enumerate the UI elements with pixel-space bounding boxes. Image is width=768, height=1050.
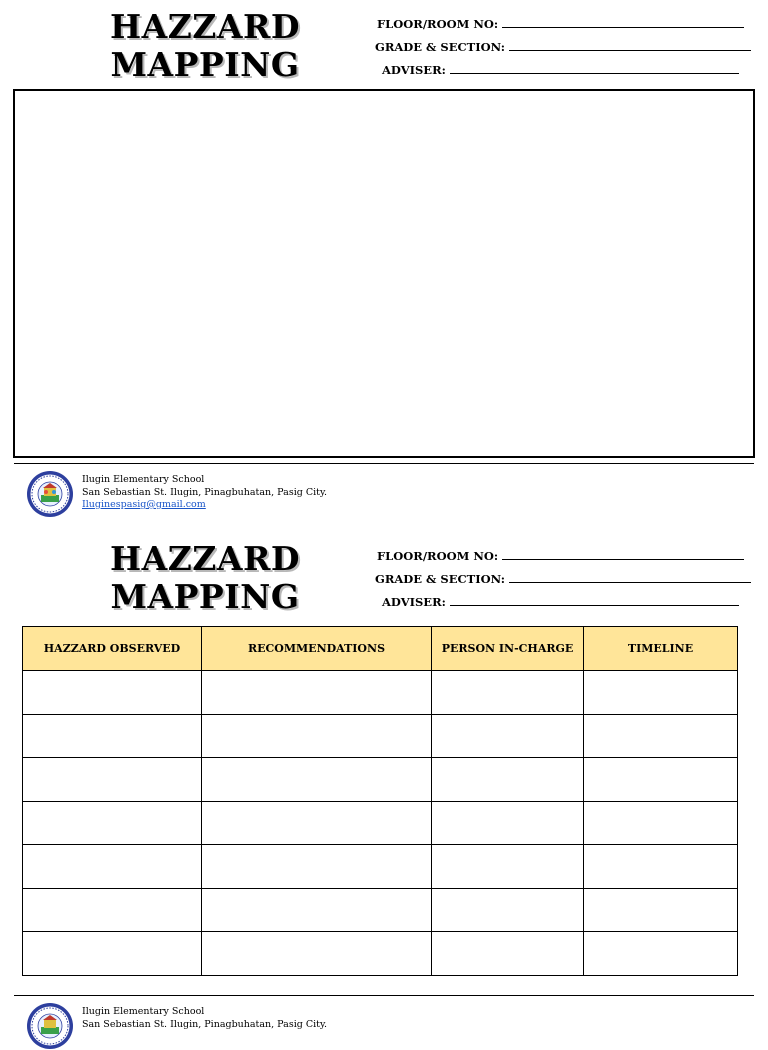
table-cell[interactable] — [584, 671, 738, 715]
table-row — [23, 888, 738, 932]
table-cell[interactable] — [23, 932, 202, 976]
page-title — [100, 540, 310, 616]
table-cell[interactable] — [432, 888, 584, 932]
adviser-field[interactable] — [382, 595, 739, 609]
table-cell[interactable] — [432, 714, 584, 758]
table-cell[interactable] — [584, 758, 738, 802]
table-cell[interactable] — [202, 845, 432, 889]
table-cell[interactable] — [432, 671, 584, 715]
grade-section-label: GRADE & SECTION: — [375, 572, 505, 586]
table-row — [23, 714, 738, 758]
footer-divider — [14, 463, 754, 464]
table-cell[interactable] — [432, 932, 584, 976]
table-cell[interactable] — [432, 801, 584, 845]
floor-room-line[interactable] — [502, 549, 744, 560]
page-title — [100, 8, 310, 84]
table-row — [23, 671, 738, 715]
school-seal-icon — [26, 470, 74, 518]
table-cell[interactable] — [23, 758, 202, 802]
adviser-line[interactable] — [450, 595, 739, 606]
table-cell[interactable] — [202, 758, 432, 802]
table-cell[interactable] — [23, 714, 202, 758]
table-cell[interactable] — [432, 845, 584, 889]
floor-room-label: FLOOR/ROOM NO: — [377, 549, 499, 563]
table-cell[interactable] — [202, 714, 432, 758]
grade-section-field[interactable] — [375, 572, 751, 586]
school-address: San Sebastian St. Ilugin, Pinagbuhatan, Pasig City. — [82, 1018, 328, 1030]
school-name: Ilugin Elementary School — [82, 474, 205, 485]
school-address: San Sebastian St. Ilugin, Pinagbuhatan, Pasig City. — [82, 486, 328, 498]
hazard-table — [22, 626, 738, 976]
table-row — [23, 758, 738, 802]
table-row — [23, 801, 738, 845]
grade-section-field[interactable] — [375, 40, 751, 54]
table-cell[interactable] — [584, 714, 738, 758]
table-body — [23, 671, 738, 976]
table-cell[interactable] — [23, 888, 202, 932]
table-cell[interactable] — [202, 888, 432, 932]
header-recommendations: RECOMMENDATIONS — [202, 627, 432, 671]
table-cell[interactable] — [23, 801, 202, 845]
header-person-in-charge: PERSON IN-CHARGE — [432, 627, 584, 671]
title-line-2: MAPPING — [110, 577, 300, 616]
table-cell[interactable] — [584, 888, 738, 932]
footer-text — [82, 474, 327, 512]
table-cell[interactable] — [584, 845, 738, 889]
floor-room-label: FLOOR/ROOM NO: — [377, 17, 499, 31]
title-line-2: MAPPING — [110, 45, 300, 84]
adviser-label: ADVISER: — [382, 63, 446, 77]
footer-text — [82, 1006, 327, 1031]
adviser-line[interactable] — [450, 63, 739, 74]
footer-divider — [14, 995, 754, 996]
school-seal-icon — [26, 1002, 74, 1050]
floor-room-line[interactable] — [502, 17, 744, 28]
grade-section-label: GRADE & SECTION: — [375, 40, 505, 54]
table-row — [23, 932, 738, 976]
hazard-map-drawing-area[interactable] — [13, 89, 755, 458]
grade-section-line[interactable] — [509, 572, 751, 583]
table-cell[interactable] — [202, 671, 432, 715]
table-cell[interactable] — [432, 758, 584, 802]
table-cell[interactable] — [202, 801, 432, 845]
floor-room-field[interactable] — [377, 549, 744, 563]
table-cell[interactable] — [23, 845, 202, 889]
table-cell[interactable] — [23, 671, 202, 715]
table-header-row — [23, 627, 738, 671]
table-cell[interactable] — [584, 932, 738, 976]
table-cell[interactable] — [584, 801, 738, 845]
title-line-1: HAZZARD — [109, 539, 301, 578]
grade-section-line[interactable] — [509, 40, 751, 51]
school-name: Ilugin Elementary School — [82, 1006, 205, 1017]
adviser-field[interactable] — [382, 63, 739, 77]
header-timeline: TIMELINE — [584, 627, 738, 671]
title-line-1: HAZZARD — [109, 7, 301, 46]
floor-room-field[interactable] — [377, 17, 744, 31]
adviser-label: ADVISER: — [382, 595, 446, 609]
school-email-link[interactable]: Iluginespasig@gmail.com — [82, 499, 206, 510]
table-row — [23, 845, 738, 889]
header-hazard-observed: HAZZARD OBSERVED — [23, 627, 202, 671]
table-cell[interactable] — [202, 932, 432, 976]
